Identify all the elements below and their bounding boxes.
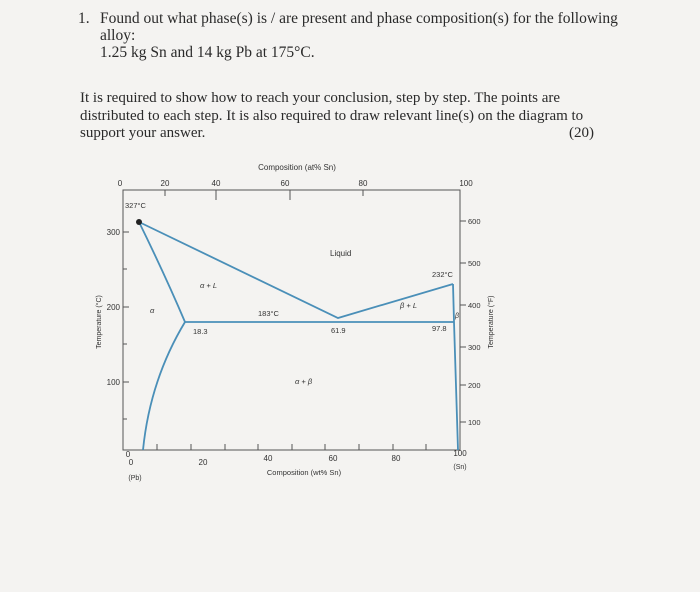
top-tick-60: 60 — [280, 179, 290, 188]
right-tick-500: 500 — [468, 259, 481, 268]
left-tick-200: 200 — [106, 303, 120, 312]
plot-frame — [123, 190, 460, 450]
bottom-axis-title: Composition (wt% Sn) — [266, 468, 342, 477]
alpha-label: α — [150, 306, 155, 315]
bottom-tick-100: 100 — [453, 449, 467, 458]
alpha-solvus-line — [143, 322, 185, 450]
top-axis-title: Composition (at% Sn) — [258, 163, 336, 172]
top-tick-20: 20 — [160, 179, 170, 188]
sn-melt-label: 232°C — [432, 270, 453, 279]
marks-label: (20) — [569, 125, 594, 141]
eutectic-temp-label: 183°C — [258, 309, 279, 318]
top-tick-100: 100 — [459, 179, 473, 188]
bottom-left-sub: (Pb) — [128, 475, 142, 482]
bottom-tick-40: 40 — [263, 454, 273, 463]
bottom-tick-20: 20 — [198, 458, 208, 467]
instructions-line3: support your answer. — [80, 125, 206, 141]
instructions-line2: distributed to each step. It is also required to draw relevant line(s) on the diagram to — [80, 107, 584, 124]
bottom-right-sub: (Sn) — [453, 464, 467, 471]
top-tick-80: 80 — [358, 179, 368, 188]
question-number: 1. — [78, 10, 90, 27]
bottom-tick-60: 60 — [328, 454, 338, 463]
left-axis-title: Temperature (°C) — [96, 295, 103, 349]
right-tick-200: 200 — [468, 381, 481, 390]
alpha-solidus-line — [139, 222, 185, 322]
top-tick-0: 0 — [117, 179, 123, 188]
beta-l-label: β + L — [400, 301, 418, 310]
alpha-beta-label: α + β — [295, 377, 313, 386]
right-tick-100: 100 — [468, 418, 481, 427]
pb-melt-label: 327°C — [125, 201, 146, 210]
beta-limit-label: 97.8 — [432, 324, 447, 333]
eutectic-comp-label: 61.9 — [331, 326, 346, 335]
question-text-line2: alloy: — [100, 27, 136, 44]
pb-melting-point — [136, 219, 142, 225]
right-tick-600: 600 — [468, 217, 481, 226]
question-text-line1: Found out what phase(s) is / are present and phase composition(s) for the following — [100, 10, 618, 27]
left-tick-0: 0 — [125, 450, 131, 459]
right-tick-400: 400 — [468, 301, 481, 310]
right-axis-title: Temperature (°F) — [488, 295, 495, 349]
bottom-tick-0: 0 — [128, 458, 134, 467]
liquid-label: Liquid — [330, 249, 352, 258]
beta-label: β — [455, 313, 459, 320]
alpha-limit-label: 18.3 — [193, 327, 208, 336]
beta-solvus-line — [453, 284, 458, 450]
right-tick-300: 300 — [468, 343, 481, 352]
alpha-l-label: α + L — [200, 281, 217, 290]
left-tick-100: 100 — [106, 378, 120, 387]
top-tick-40: 40 — [211, 179, 221, 188]
question-alloy: 1.25 kg Sn and 14 kg Pb at 175°C. — [100, 44, 315, 61]
left-tick-300: 300 — [106, 228, 120, 237]
bottom-tick-80: 80 — [391, 454, 401, 463]
instructions-line1: It is required to show how to reach your conclusion, step by step. The points are — [80, 90, 561, 106]
